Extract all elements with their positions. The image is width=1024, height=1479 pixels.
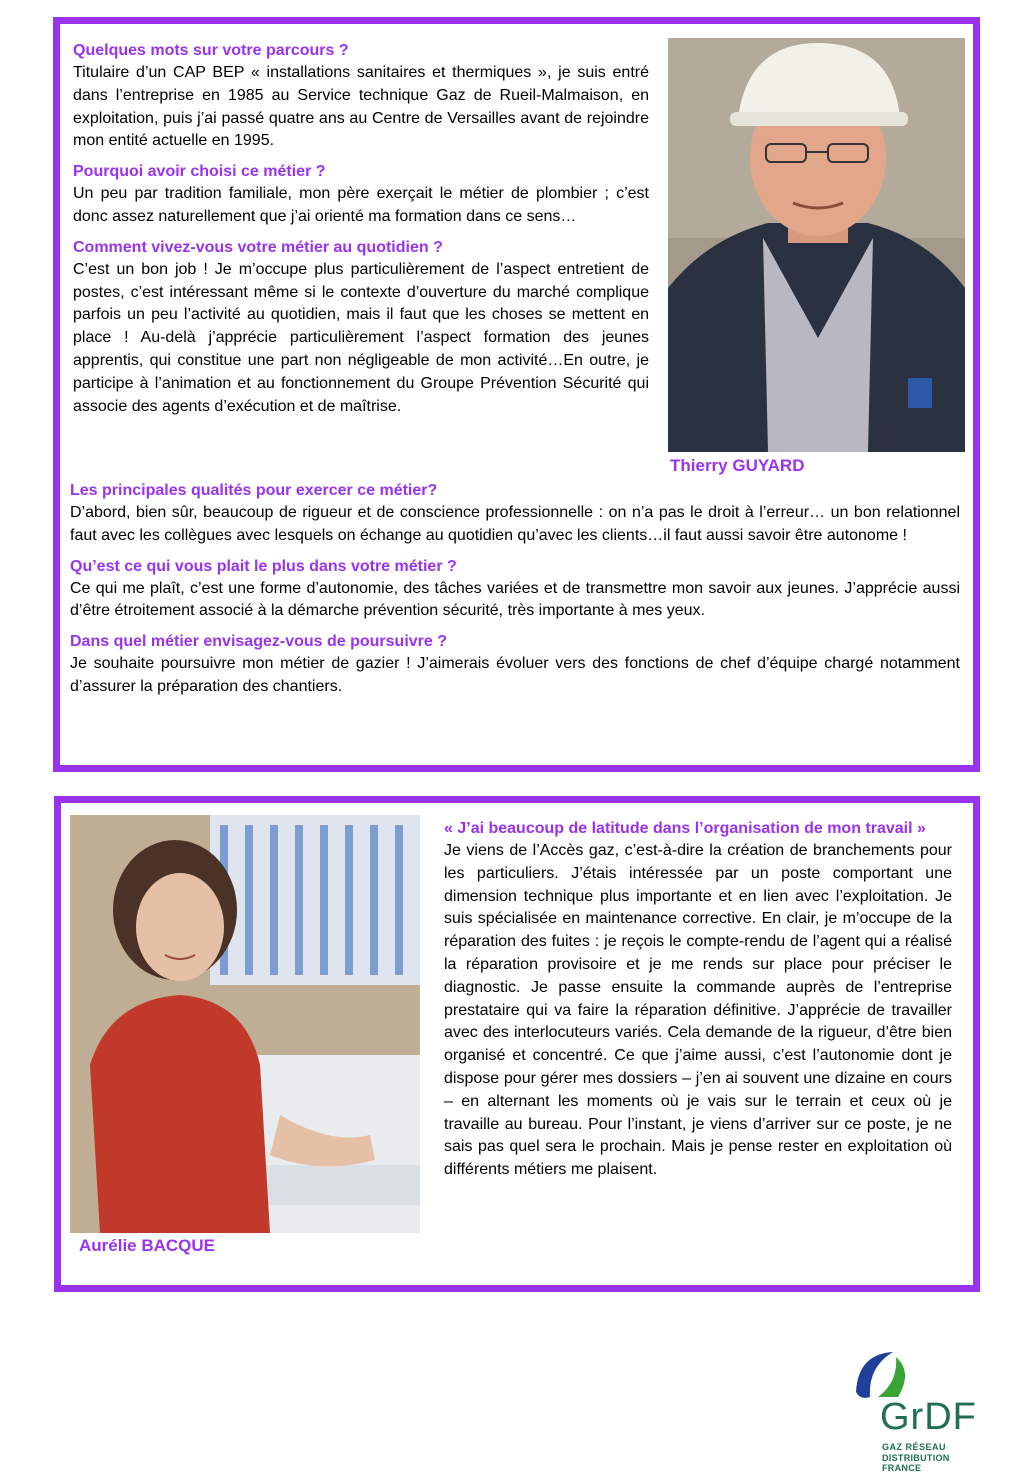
- grdf-tagline-1: GAZ RÉSEAU: [882, 1442, 947, 1452]
- interview-column-1-lower: [70, 480, 960, 707]
- question-qualites: Les principales qualités pour exercer ce métier?: [70, 482, 438, 499]
- grdf-brand-text: GrDF: [880, 1396, 977, 1438]
- quote-latitude: « J’ai beaucoup de latitude dans l’organisation de mon travail »: [444, 820, 926, 837]
- portrait-photo-aurelie: [70, 815, 420, 1233]
- answer-aurelie: Je viens de l’Accès gaz, c’est-à-dire la création de branchements pour les particuliers. J’étais intéressée par un poste comportant une dimension technique plus importante et en lien avec l’exploitation. Je suis spécialisée en maintenance corrective. En clair, je m’occupe de la réparation des fuites : je reçois le compte-rendu de l’agent qui a réalisé la réparation provisoire et je me rends sur place pour préciser le diagnostic. Je passe ensuite la commande auprès de l’entreprise prestataire qui va faire la réparation définitive. J’apprécie de travailler avec des interlocuteurs variés. Cela demande de la rigueur, d’être bien organisé et concentré. Ce que j’aime aussi, c’est l’autonomie dont je dispose pour gérer mes dossiers – j’en ai souvent une dizaine en cours – en alternant les moments où je vais sur le terrain et ceux où je travaille au bureau. Pour l’instant, je viens d’arriver sur ce poste, je ne sais pas quel sera le prochain. Mais je pense rester en exploitation où différents métiers me plaisent.: [444, 842, 952, 1179]
- interview-column-1: [73, 40, 649, 426]
- answer-plait: Ce qui me plaît, c’est une forme d’autonomie, des tâches variées et de transmettre mon savoir aux jeunes. J’apprécie aussi d’être étroitement associé à la démarche prévention sécurité, très importante à mes yeux.: [70, 579, 960, 620]
- answer-qualites: D’abord, bien sûr, beaucoup de rigueur et de conscience professionnelle : on n’a pas le droit à l’erreur… un bon relationnel faut avec les collègues avec lesquels on échange au quotidien qu’avec les clients…il faut aussi savoir être autonome !: [70, 504, 960, 544]
- answer-quotidien: C’est un bon job ! Je m’occupe plus particulièrement de l’aspect entretient de postes, c’est intéressant même si le contexte d’ouverture du marché complique parfois un peu l’activité au quotidien, mais il faut que les choses se mettent en place ! Au-delà j’apprécie particulièrement l’aspect formation des jeunes apprentis, qui constitue une part non négligeable de mon activité…En outre, je participe à l’animation et au fonctionnement du Groupe Prévention Sécurité qui associe des agents d’exécution et de maîtrise.: [73, 260, 649, 415]
- question-quotidien: Comment vivez-vous votre métier au quotidien ?: [73, 238, 443, 256]
- question-parcours: Quelques mots sur votre parcours ?: [73, 42, 349, 59]
- question-plait: Qu’est ce qui vous plait le plus dans votre métier ?: [70, 557, 457, 575]
- person-name-thierry: Thierry GUYARD: [670, 456, 805, 475]
- interview-column-2: [444, 818, 952, 1190]
- portrait-illustration-man: [668, 38, 965, 452]
- answer-parcours: Titulaire d’un CAP BEP « installations sanitaires et thermiques », je suis entré dans l’entreprise en 1985 au Service technique Gaz de Rueil-Malmaison, en exploitation, puis j’ai passé quatre ans au Centre de Versailles avant de rejoindre mon entité actuelle en 1995.: [73, 64, 649, 150]
- person-name-aurelie: Aurélie BACQUE: [79, 1236, 216, 1255]
- answer-choix: Un peu par tradition familiale, mon père exerçait le métier de plombier ; c’est donc assez naturellement que j’ai orienté ma formation dans ce sens…: [73, 185, 649, 225]
- portrait-photo-thierry: [668, 38, 965, 452]
- grdf-tagline-2: DISTRIBUTION FRANCE: [882, 1453, 950, 1473]
- portrait-illustration-woman: [70, 815, 420, 1233]
- question-choix: Pourquoi avoir choisi ce métier ?: [73, 163, 326, 181]
- answer-poursuivre: Je souhaite poursuivre mon métier de gazier ! J’aimerais évoluer vers des fonctions de chef d’équipe chargé notamment d’assurer la préparation des chantiers.: [70, 655, 960, 695]
- question-poursuivre: Dans quel métier envisagez-vous de poursuivre ?: [70, 633, 447, 651]
- grdf-logo: [838, 1352, 988, 1473]
